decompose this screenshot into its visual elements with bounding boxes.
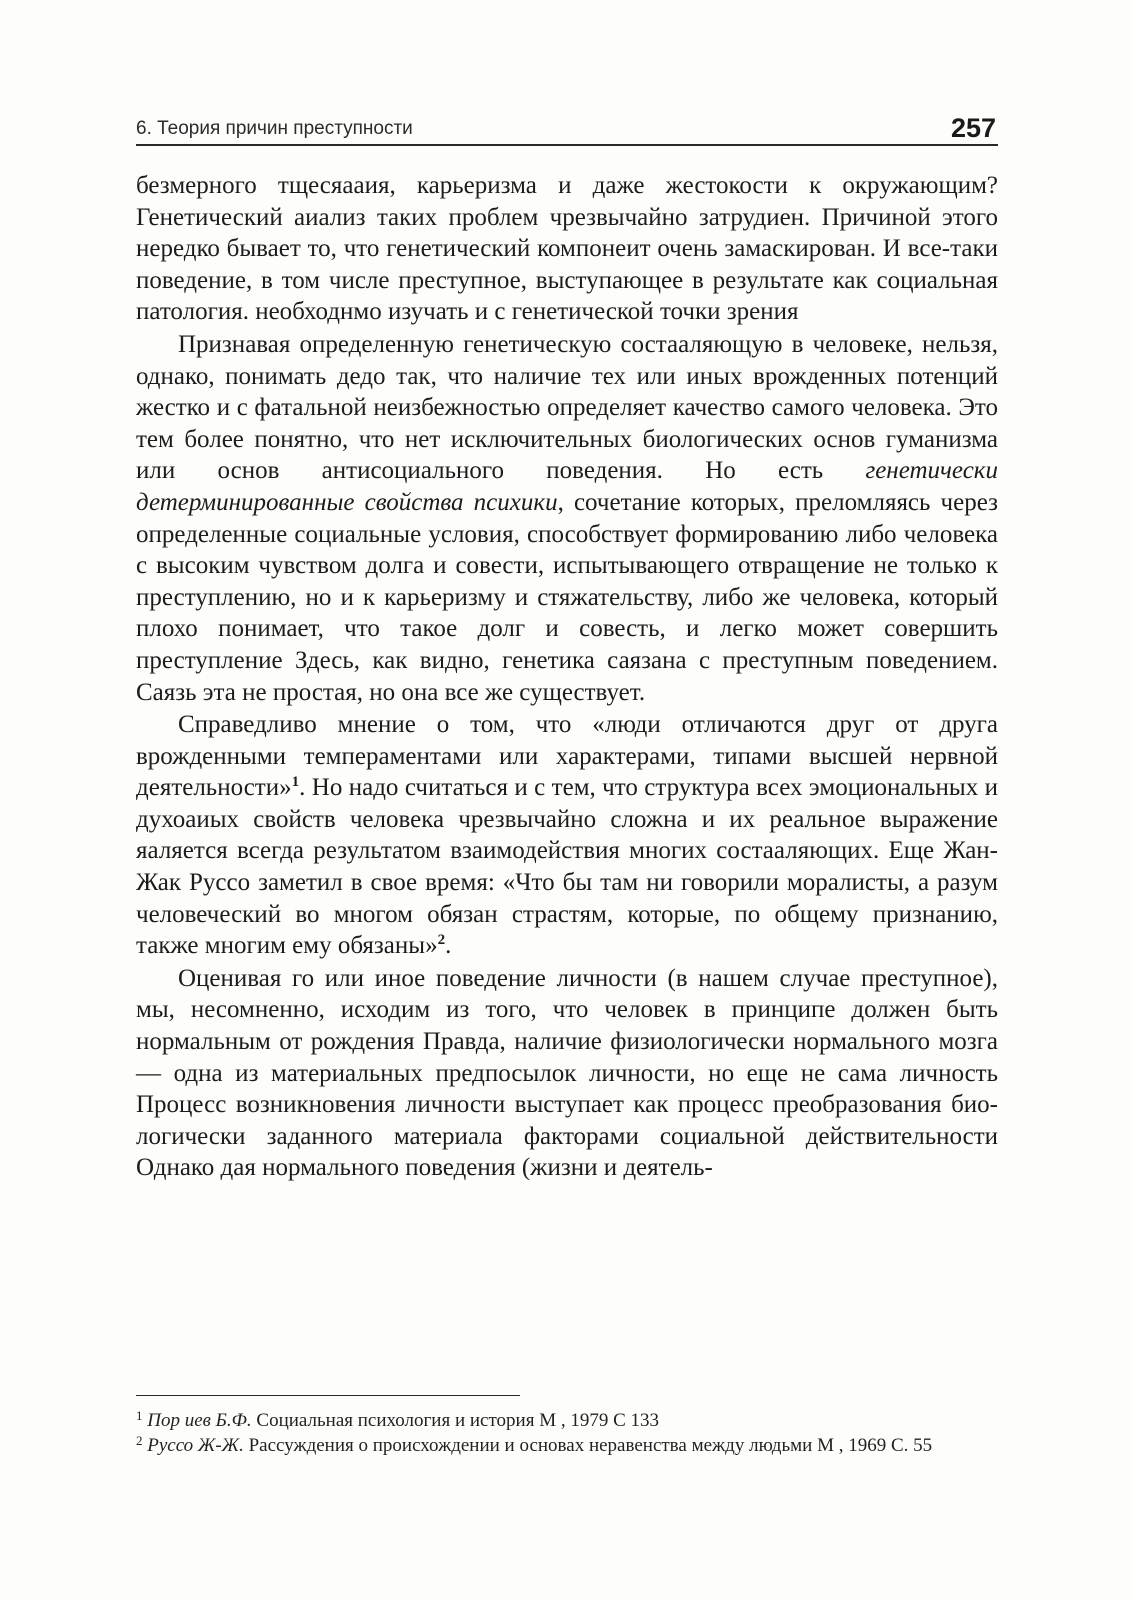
main-text [136,170,998,1184]
footnote-ref-2[interactable]: 2 [437,932,446,949]
footnote-1-author: Пор иев Б.Ф. [147,1410,252,1431]
footnote-divider [136,1395,520,1396]
footnote-ref-1[interactable]: 1 [291,774,300,791]
footnote-2-author: Руссо Ж-Ж. [147,1435,244,1456]
footnotes [136,1409,998,1459]
chapter-title: 6. Теория причин преступности [136,118,413,139]
paragraph-3 [136,709,998,962]
paragraph-2-italic-term: генетически детерминированные свойства психики [136,457,998,516]
running-header [136,108,998,146]
footnote-1-number: 1 [136,1408,143,1423]
footnote-2 [136,1434,998,1458]
page-number: 257 [950,113,996,143]
paragraph-2-text-after: , сочетание которых, преломляясь через определенные социальные условия, способствует формированию либо человека с высоким чувством долга и совести, испытывающего отвращение не только к преступлению, но и к карьеризму и стяжательству, либо же человека, который плохо понимает, что такое долг и совесть, и легко может совершить преступление Здесь, как видно, генетика саязана с преступным поведением. Саязь эта не простая, но она все же существует. [136,488,998,706]
footnote-2-number: 2 [136,1433,143,1448]
paragraph-2 [136,329,998,708]
footnote-1-text: Социальная психология и история М , 1979 С 133 [251,1410,660,1431]
paragraph-3-text-after: . [445,932,452,960]
footnote-1 [136,1409,998,1433]
footnote-2-text: Рассуждения о происхождении и основах неравенства между людьми М , 1969 С. 55 [243,1435,933,1456]
paragraph-4: Оценивая го или иное поведение личности (в нашем случае преступное), мы, несомненно, исходим из того, что человек в принципе должен быть нормальным от рождения Правда, наличие физиологически нормального мозга — одна из материальных предпосылок личности, но еще не сама личность Процесс возникновения личности выступает как процесс преобразования биологически заданного материала факторами социальной действительности Однако дая нормального поведения (жизни и деятель- [136,964,998,1182]
paragraph-1: безмерного тщесяааия, карьеризма и даже жестокости к окружающим? Генетический аиализ таких проблем чрезвычайно затрудиен. Причиной этого нередко бывает то, что генетический компонеит очень замаскирован. И все-таки поведение, в том числе преступное, выступающее в результате как социальная патология. необходнмо изучать и с генетической точки зрения [136,172,998,326]
paragraph-2-text-before: Признавая определенную генетическую состааляющую в человеке, нельзя, однако, понимать дедо так, что наличие тех или иных врожденных потенций жестко и с фатальной неизбежностью определяет качество самого человека. Это тем более понятно, что нет исключительных биологических основ гуманизма или основ антисоциального поведения. Но есть [136,330,998,485]
paragraph-3-text-middle: . Но надо считаться и с тем, что структура всех эмоциональных и духоаиых свойств человека чрезвычайно сложна и их реальное выражение яаляется всегда результатом взаимодействия многих состааляющих. Еще Жан-Жак Руссо заметил в свое время: «Что бы там ни говорили моралисты, а разум человеческий во многом обязан страстям, которые, по общему признанию, также многим ему обязаны» [136,774,998,960]
paragraph-3-text-before: Справедливо мнение о том, что «люди отличаются друг от друга врожденными темпераментами или характерами, типами высшей нервной деятельности» [136,711,998,802]
